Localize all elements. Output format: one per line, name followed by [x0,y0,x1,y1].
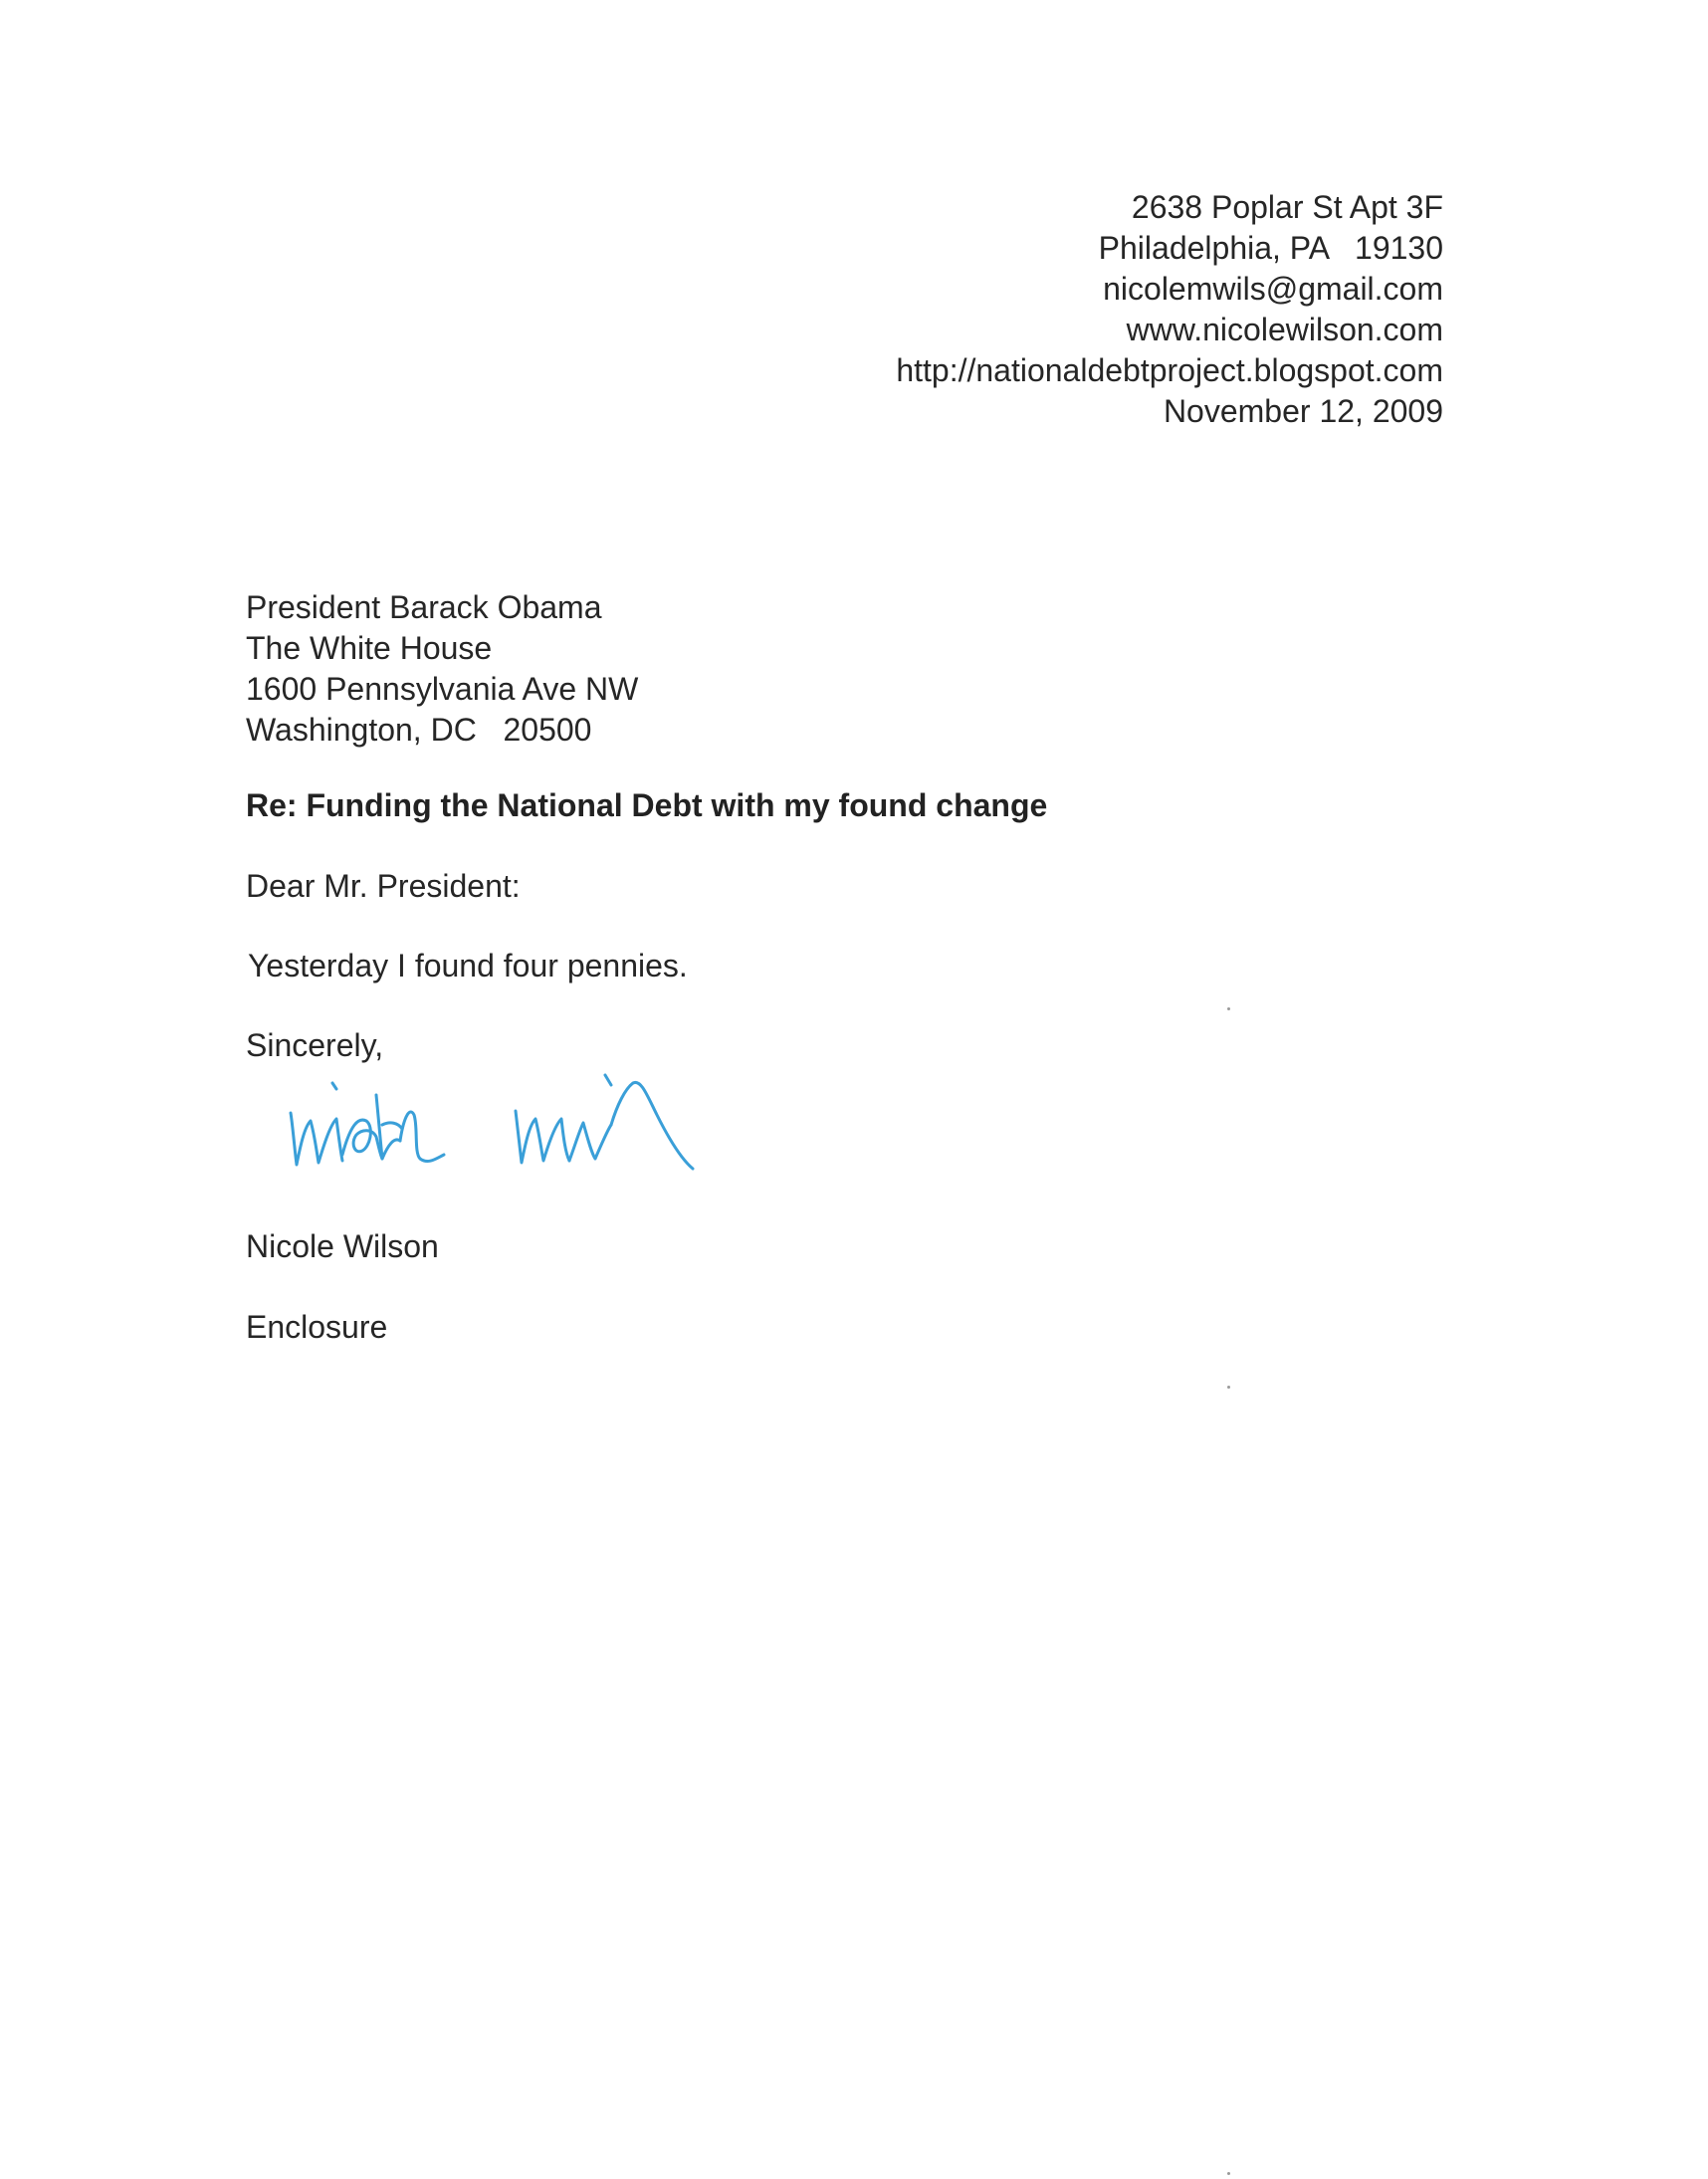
recipient-street: 1600 Pennsylvania Ave NW [246,671,639,707]
scan-speck [1227,1386,1230,1389]
signature-ink [291,1075,693,1169]
scan-speck [1227,1007,1230,1010]
enclosure-note: Enclosure [246,1309,388,1345]
subject-line: Re: Funding the National Debt with my found change [246,787,1048,823]
sender-website: www.nicolewilson.com [1126,312,1443,347]
signer-name: Nicole Wilson [246,1228,439,1264]
sender-email: nicolemwils@gmail.com [1103,271,1443,307]
letter-body: Yesterday I found four pennies. [248,948,688,983]
recipient-org: The White House [246,630,493,666]
recipient-city: Washington, DC 20500 [246,712,592,748]
letter-date: November 12, 2009 [1163,393,1443,429]
recipient-name: President Barack Obama [246,589,602,625]
handwritten-signature [279,1055,836,1185]
sender-block [896,187,1443,432]
scan-speck [1227,2172,1230,2175]
salutation: Dear Mr. President: [246,868,521,904]
recipient-block [246,587,638,751]
sender-blog: http://nationaldebtproject.blogspot.com [896,352,1443,388]
closing: Sincerely, [246,1027,384,1063]
sender-address-line1: 2638 Poplar St Apt 3F [1131,189,1443,225]
sender-address-line2: Philadelphia, PA 19130 [1098,230,1443,266]
